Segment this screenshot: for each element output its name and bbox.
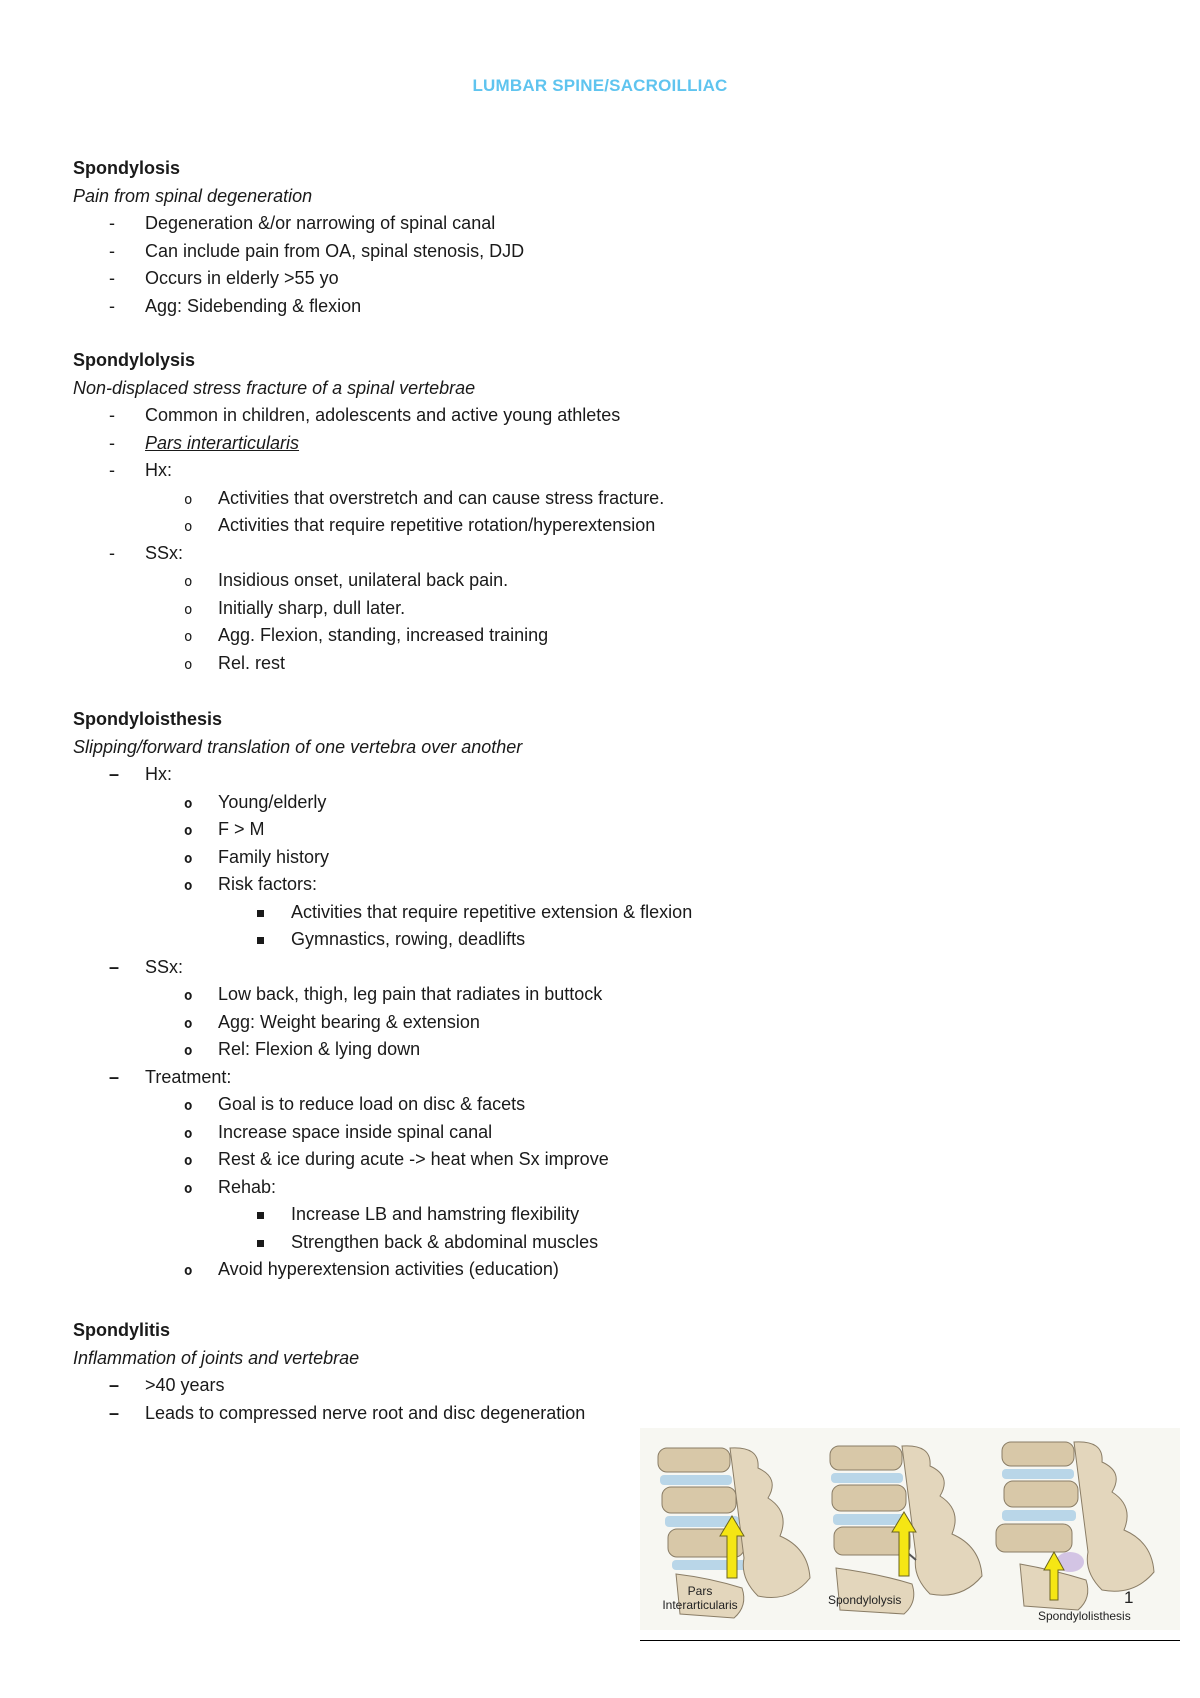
circle-bullet-icon [184,485,192,515]
list-item: o Risk factors: [73,871,873,899]
list-item: - Degeneration &/or narrowing of spinal canal [73,210,873,238]
circle-bullet-icon [184,871,192,901]
dash-bullet-icon [109,1372,119,1400]
section-heading: Spondylosis [73,158,181,178]
list-item: o Goal is to reduce load on disc & facets [73,1091,873,1119]
dash-bullet-icon [109,540,115,568]
bullet-list [73,761,873,1284]
spondylolisthesis-illustration [996,1442,1154,1610]
figure-label-spondylolisthesis: Spondylolisthesis [1038,1609,1131,1623]
circle-bullet-icon [184,622,192,652]
figure-label-pars: Pars Interarticularis [662,1584,738,1612]
circle-bullet-icon [184,650,192,680]
list-item: - Common in children, adolescents and active young athletes [73,402,873,430]
list-item: o Rest & ice during acute -> heat when Sx improve [73,1146,873,1174]
list-item: o Insidious onset, unilateral back pain. [73,567,873,595]
circle-bullet-icon [184,1009,192,1039]
list-item: Activities that require repetitive extension & flexion [73,899,873,927]
square-bullet-icon [257,937,264,944]
section-spondyloisthesis [73,706,873,1284]
page-title: LUMBAR SPINE/SACROILLIAC [472,76,728,95]
spine-illustration-figure [640,1428,1180,1630]
bullet-list [73,402,873,677]
bullet-list [73,210,873,320]
spondylolysis-illustration [830,1446,982,1614]
circle-bullet-icon [184,1091,192,1121]
section-spondylitis [73,1317,873,1427]
circle-bullet-icon [184,1256,192,1286]
list-item: – Treatment: [73,1064,873,1092]
square-bullet-icon [257,1240,264,1247]
list-item: o Family history [73,844,873,872]
dash-bullet-icon [109,238,115,266]
circle-bullet-icon [184,595,192,625]
section-heading: Spondylolysis [73,350,196,370]
figure-label-spondylolysis: Spondylolysis [828,1593,902,1607]
list-item: - Hx: [73,457,873,485]
section-subtitle: Inflammation of joints and vertebrae [73,1347,360,1368]
circle-bullet-icon [184,816,192,846]
dash-bullet-icon [109,293,115,321]
circle-bullet-icon [184,1146,192,1176]
list-item: o Activities that require repetitive rotation/hyperextension [73,512,873,540]
dash-bullet-icon [109,430,115,458]
dash-bullet-icon [109,761,119,789]
list-item: – Hx: [73,761,873,789]
dash-bullet-icon [109,954,119,982]
figure-divider [640,1640,1180,1641]
list-item: o Young/elderly [73,789,873,817]
dash-bullet-icon [109,1400,119,1428]
section-spondylolysis [73,347,873,677]
dash-bullet-icon [109,210,115,238]
list-item: Gymnastics, rowing, deadlifts [73,926,873,954]
circle-bullet-icon [184,1119,192,1149]
list-item: o Rel: Flexion & lying down [73,1036,873,1064]
section-subtitle: Slipping/forward translation of one vertebra over another [73,736,523,757]
section-subtitle: Non-displaced stress fracture of a spinal vertebrae [73,377,476,398]
page-number: 1 [1124,1588,1134,1607]
dash-bullet-icon [109,1064,119,1092]
list-item: – SSx: [73,954,873,982]
list-item: Increase LB and hamstring flexibility [73,1201,873,1229]
section-spondylosis [73,155,873,320]
circle-bullet-icon [184,789,192,819]
list-item: - Occurs in elderly >55 yo [73,265,873,293]
list-item: Strengthen back & abdominal muscles [73,1229,873,1257]
section-subtitle: Pain from spinal degeneration [73,185,313,206]
dash-bullet-icon [109,457,115,485]
circle-bullet-icon [184,1174,192,1204]
list-item: - Can include pain from OA, spinal stenosis, DJD [73,238,873,266]
square-bullet-icon [257,1212,264,1219]
list-item: o Low back, thigh, leg pain that radiates in buttock [73,981,873,1009]
bullet-list [73,1372,873,1427]
circle-bullet-icon [184,512,192,542]
dash-bullet-icon [109,402,115,430]
section-heading: Spondyloisthesis [73,709,223,729]
dash-bullet-icon [109,265,115,293]
list-item: – Leads to compressed nerve root and disc degeneration [73,1400,873,1428]
list-item: o Rel. rest [73,650,873,678]
square-bullet-icon [257,910,264,917]
circle-bullet-icon [184,844,192,874]
circle-bullet-icon [184,981,192,1011]
list-item: o Increase space inside spinal canal [73,1119,873,1147]
list-item: o Initially sharp, dull later. [73,595,873,623]
list-item: o F > M [73,816,873,844]
circle-bullet-icon [184,1036,192,1066]
list-item: o Avoid hyperextension activities (education) [73,1256,873,1284]
list-item: - Pars interarticularis [73,430,873,458]
circle-bullet-icon [184,567,192,597]
list-item: o Activities that overstretch and can cause stress fracture. [73,485,873,513]
list-item: o Agg. Flexion, standing, increased training [73,622,873,650]
list-item: - SSx: [73,540,873,568]
list-item: – >40 years [73,1372,873,1400]
section-heading: Spondylitis [73,1320,171,1340]
list-item: o Rehab: [73,1174,873,1202]
list-item: o Agg: Weight bearing & extension [73,1009,873,1037]
list-item: - Agg: Sidebending & flexion [73,293,873,321]
